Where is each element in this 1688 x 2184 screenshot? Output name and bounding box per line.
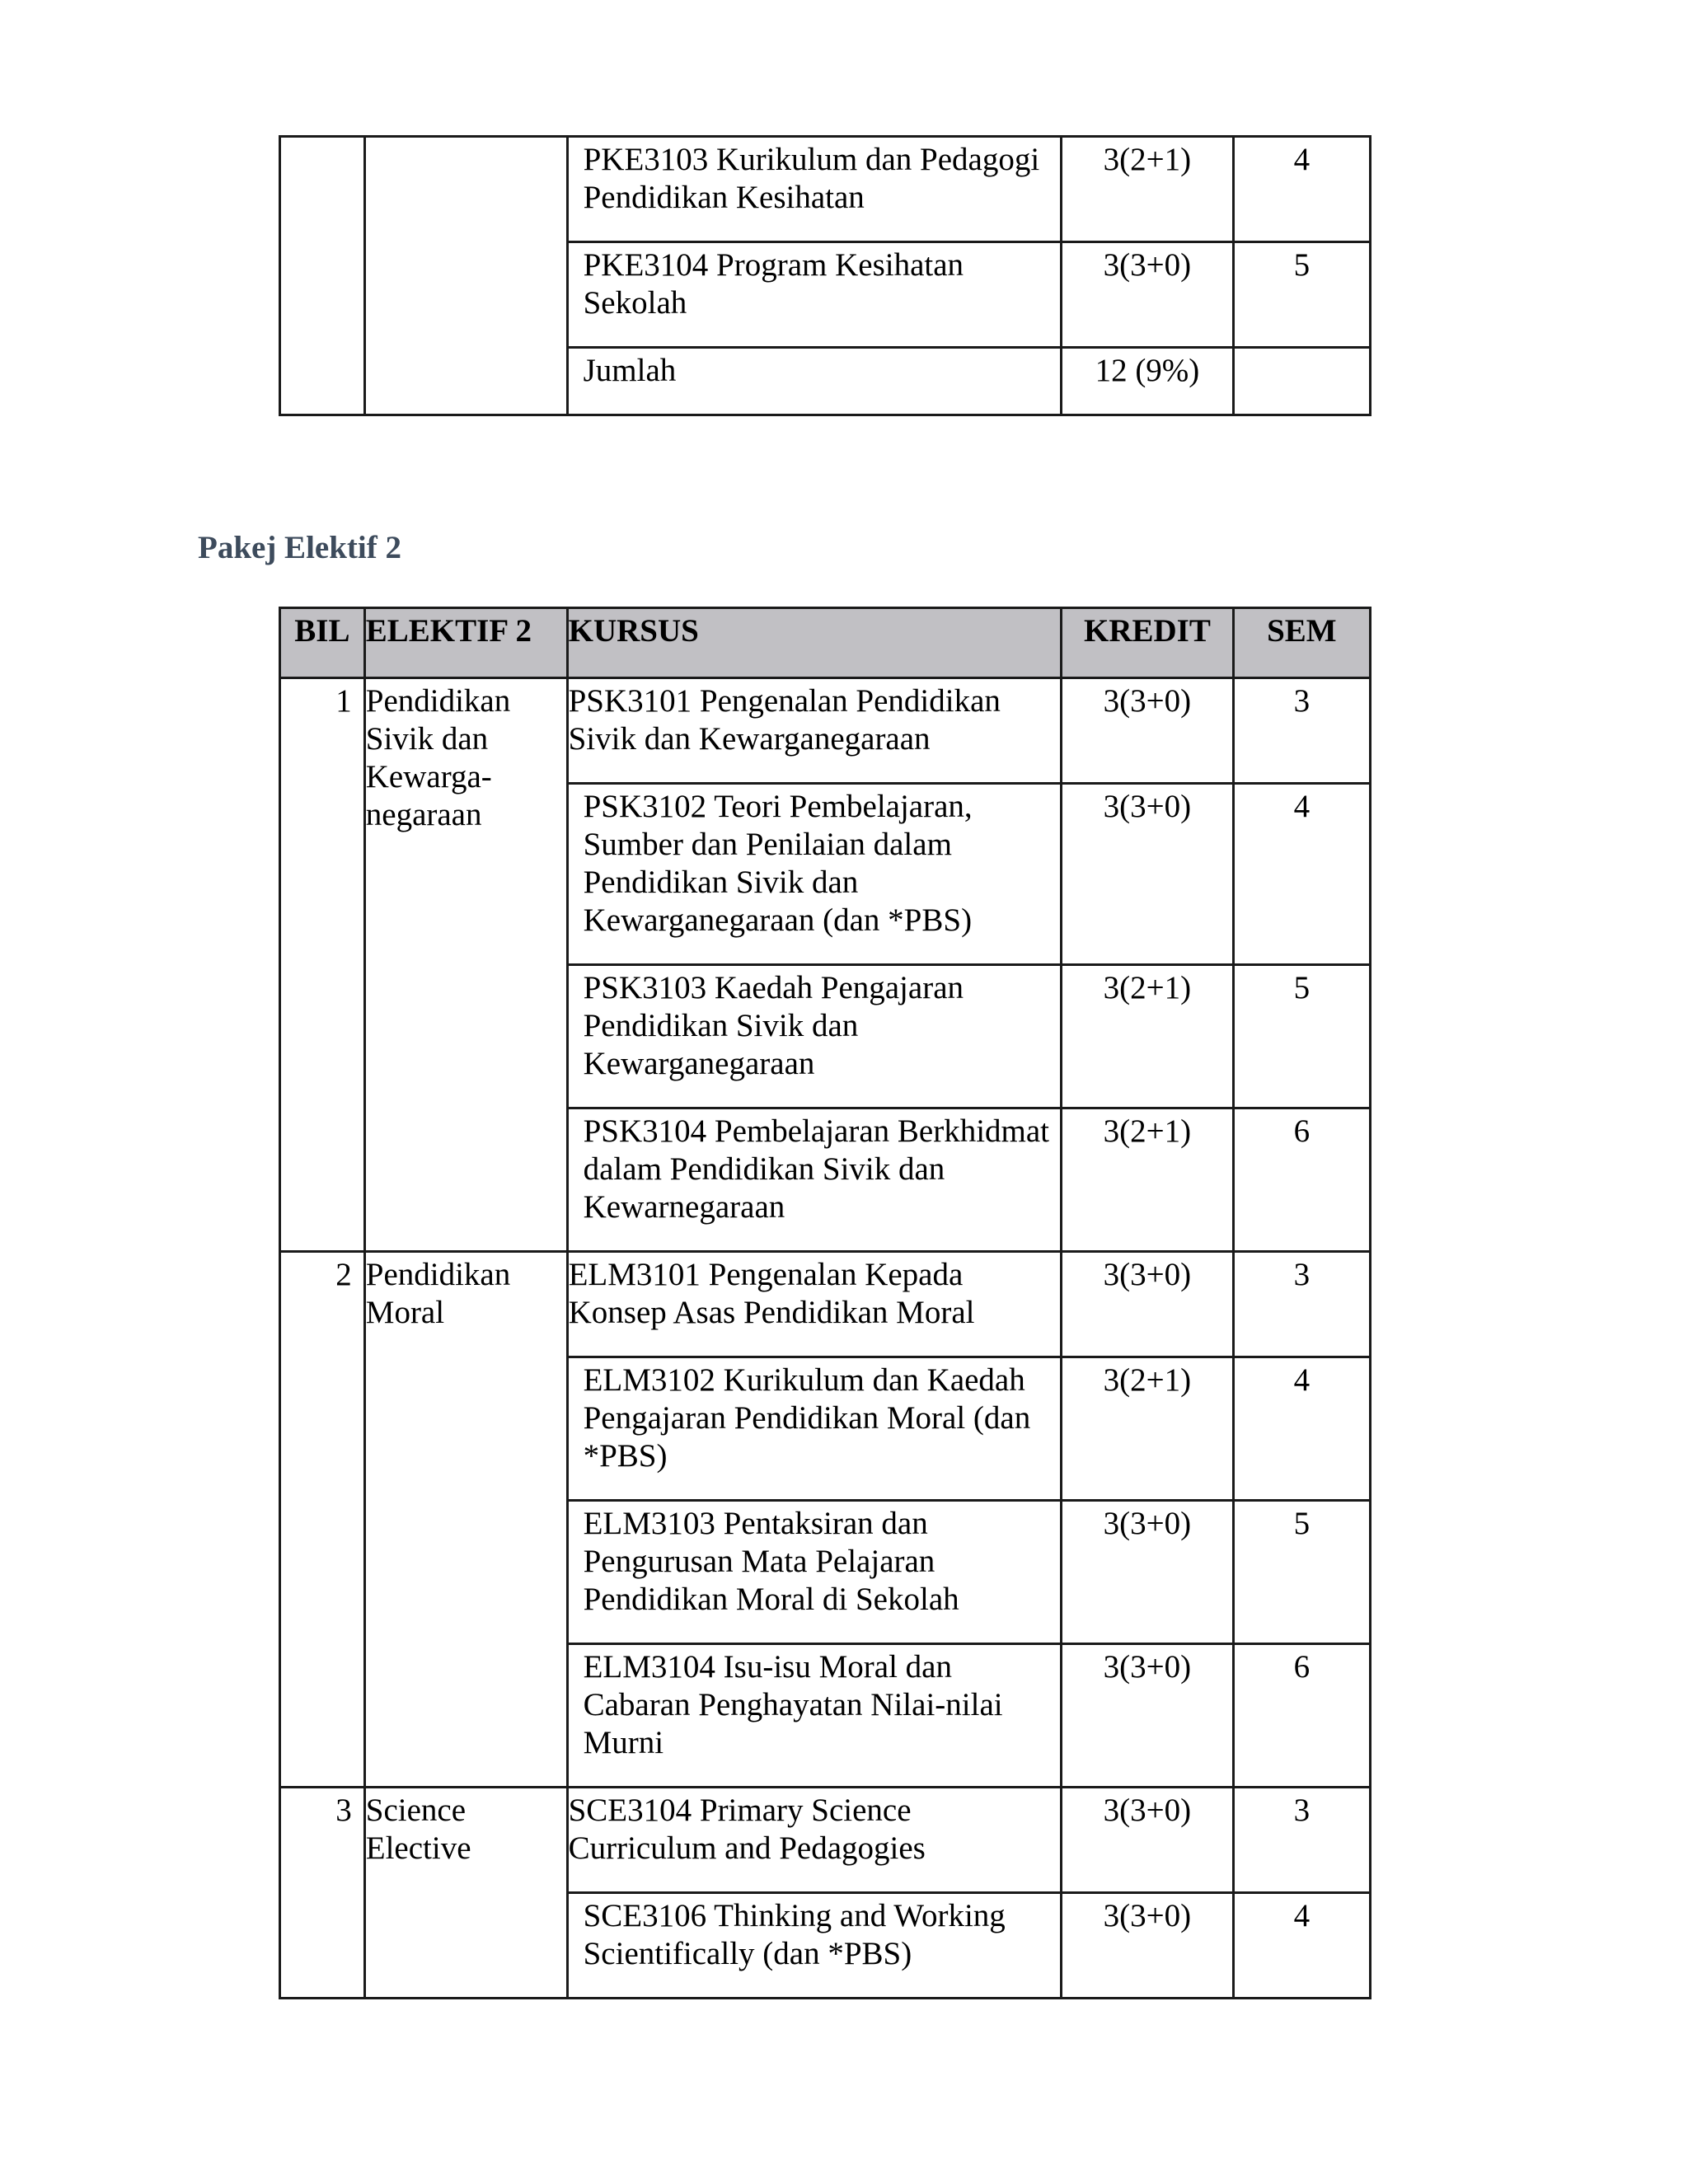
elektif-cell: Pendidikan Sivik dan Kewarga-negaraan bbox=[364, 678, 567, 1252]
kursus-cell: PSK3102 Teori Pembelajaran, Sumber dan Penilaian dalam Pendidikan Sivik dan Kewarganegaraan (dan *PBS) bbox=[567, 784, 1062, 965]
kursus-cell: SCE3106 Thinking and Working Scientifically (dan *PBS) bbox=[567, 1893, 1062, 1999]
table-row bbox=[280, 137, 1371, 242]
sem-cell: 4 bbox=[1233, 784, 1370, 965]
elektif-cell: Pendidikan Moral bbox=[364, 1252, 567, 1788]
kredit-cell: 3(3+0) bbox=[1062, 784, 1234, 965]
sem-cell: 4 bbox=[1233, 1893, 1370, 1999]
kredit-cell: 3(3+0) bbox=[1062, 678, 1234, 784]
sem-cell: 5 bbox=[1233, 1501, 1370, 1644]
kredit-cell: 3(3+0) bbox=[1062, 1501, 1234, 1644]
sem-cell: 6 bbox=[1233, 1644, 1370, 1788]
kredit-cell: 3(2+1) bbox=[1062, 137, 1234, 242]
kredit-cell: 3(2+1) bbox=[1062, 1357, 1234, 1501]
kredit-cell: 3(3+0) bbox=[1062, 242, 1234, 348]
sem-cell: 4 bbox=[1233, 137, 1370, 242]
header-kursus: KURSUS bbox=[567, 608, 1062, 678]
table-header-row bbox=[280, 608, 1371, 678]
sem-cell: 6 bbox=[1233, 1108, 1370, 1252]
kursus-cell: ELM3104 Isu-isu Moral dan Cabaran Penghayatan Nilai-nilai Murni bbox=[567, 1644, 1062, 1788]
bil-cell bbox=[280, 137, 365, 415]
sem-cell: 3 bbox=[1233, 678, 1370, 784]
kursus-cell: PSK3103 Kaedah Pengajaran Pendidikan Sivik dan Kewarganegaraan bbox=[567, 965, 1062, 1108]
kursus-cell: PKE3103 Kurikulum dan Pedagogi Pendidikan Kesihatan bbox=[567, 137, 1062, 242]
sem-cell: 3 bbox=[1233, 1788, 1370, 1893]
header-elektif: ELEKTIF 2 bbox=[364, 608, 567, 678]
kredit-cell: 3(2+1) bbox=[1062, 965, 1234, 1108]
sem-cell: 5 bbox=[1233, 242, 1370, 348]
table-row bbox=[280, 1252, 1371, 1357]
sem-cell bbox=[1233, 348, 1370, 415]
kredit-cell: 3(3+0) bbox=[1062, 1644, 1234, 1788]
kredit-cell: 3(3+0) bbox=[1062, 1252, 1234, 1357]
table-row bbox=[280, 1788, 1371, 1893]
kursus-cell: SCE3104 Primary Science Curriculum and Pedagogies bbox=[567, 1788, 1062, 1893]
sem-cell: 4 bbox=[1233, 1357, 1370, 1501]
section-heading: Pakej Elektif 2 bbox=[198, 530, 401, 565]
sem-cell: 3 bbox=[1233, 1252, 1370, 1357]
sem-cell: 5 bbox=[1233, 965, 1370, 1108]
kursus-cell: PSK3104 Pembelajaran Berkhidmat dalam Pendidikan Sivik dan Kewarnegaraan bbox=[567, 1108, 1062, 1252]
kredit-cell: 3(3+0) bbox=[1062, 1893, 1234, 1999]
elektif-cell bbox=[364, 137, 567, 415]
bil-cell: 1 bbox=[280, 678, 365, 1252]
jumlah-label: Jumlah bbox=[567, 348, 1062, 415]
kredit-cell: 3(2+1) bbox=[1062, 1108, 1234, 1252]
elektif-cell: Science Elective bbox=[364, 1788, 567, 1999]
table-row bbox=[280, 678, 1371, 784]
kursus-cell: ELM3102 Kurikulum dan Kaedah Pengajaran Pendidikan Moral (dan *PBS) bbox=[567, 1357, 1062, 1501]
elektif-table bbox=[279, 607, 1372, 1999]
header-kredit: KREDIT bbox=[1062, 608, 1234, 678]
header-bil: BIL bbox=[280, 608, 365, 678]
kursus-cell: PSK3101 Pengenalan Pendidikan Sivik dan Kewarganegaraan bbox=[567, 678, 1062, 784]
jumlah-kredit: 12 (9%) bbox=[1062, 348, 1234, 415]
header-sem: SEM bbox=[1233, 608, 1370, 678]
kredit-cell: 3(3+0) bbox=[1062, 1788, 1234, 1893]
kursus-cell: ELM3103 Pentaksiran dan Pengurusan Mata Pelajaran Pendidikan Moral di Sekolah bbox=[567, 1501, 1062, 1644]
continuation-table bbox=[279, 135, 1372, 416]
bil-cell: 2 bbox=[280, 1252, 365, 1788]
kursus-cell: ELM3101 Pengenalan Kepada Konsep Asas Pendidikan Moral bbox=[567, 1252, 1062, 1357]
bil-cell: 3 bbox=[280, 1788, 365, 1999]
kursus-cell: PKE3104 Program Kesihatan Sekolah bbox=[567, 242, 1062, 348]
